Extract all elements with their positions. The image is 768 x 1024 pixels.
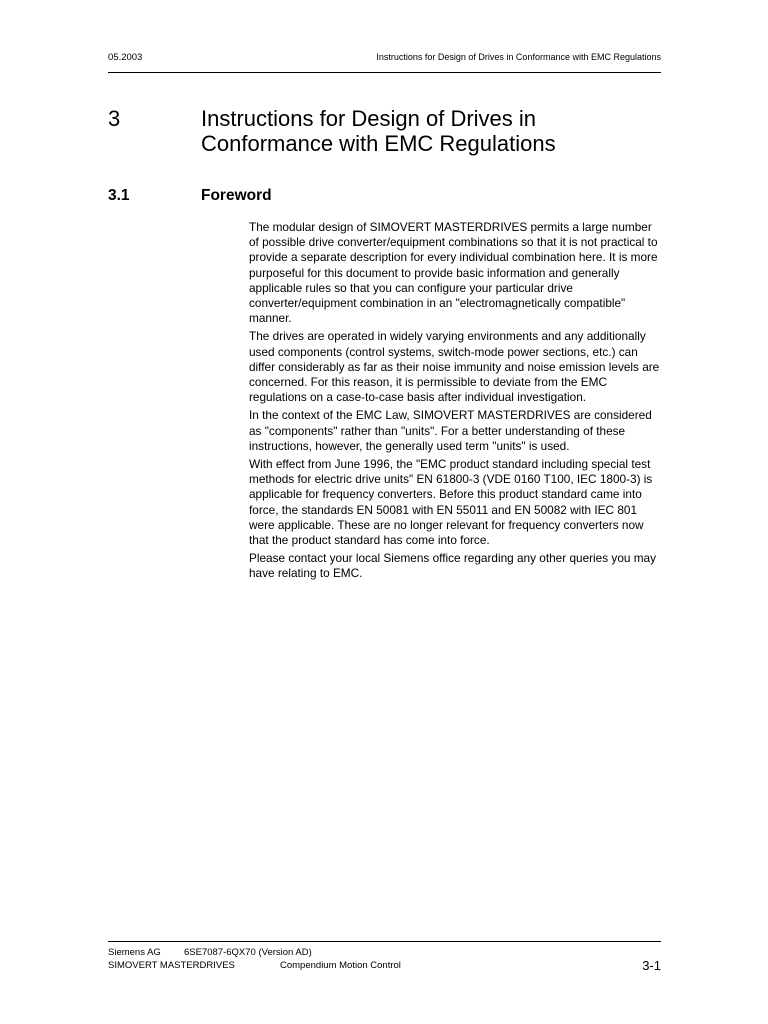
header-running-title: Instructions for Design of Drives in Conformance with EMC Regulations (376, 52, 661, 62)
footer-product: SIMOVERT MASTERDRIVES (108, 960, 235, 971)
header-date: 05.2003 (108, 52, 143, 63)
chapter-title-line-2: Conformance with EMC Regulations (201, 131, 556, 156)
body-text (249, 220, 661, 585)
section-number: 3.1 (108, 187, 130, 204)
page-number: 3-1 (642, 958, 661, 973)
footer-line-1 (108, 947, 312, 958)
paragraph: The drives are operated in widely varying environments and any additionally used components (control systems, switch-mode power sections, etc.) can differ considerably as far as their noise immunity and noise emission levels are concerned. For this reason, it is permissible to deviate from the EMC regulations on a case-to-case basis after individual investigation. (249, 329, 660, 405)
section-title: Foreword (201, 187, 272, 204)
chapter-title (201, 106, 661, 156)
footer-manual: Compendium Motion Control (280, 960, 401, 971)
page-footer (108, 941, 661, 976)
paragraph: With effect from June 1996, the "EMC product standard including special test methods for electric drive units" EN 61800-3 (VDE 0160 T100, IEC 1800-3) is applicable for frequency converters. Before this product standard came into force, the standards EN 50081 with EN 55011 and EN 50082 with IEC 801 were applicable. These are no longer relevant for frequency converters now that the product standard has come into force. (249, 457, 653, 548)
page-header (108, 50, 661, 73)
footer-company: Siemens AG (108, 947, 161, 958)
paragraph: Please contact your local Siemens office regarding any other queries you may have relating to EMC. (249, 551, 656, 581)
footer-line-2 (108, 960, 401, 971)
paragraph: In the context of the EMC Law, SIMOVERT MASTERDRIVES are considered as "components" rather than "units". For a better understanding of these instructions, however, the generally used term "units" is used. (249, 408, 652, 453)
footer-order-number: 6SE7087-6QX70 (Version AD) (184, 947, 312, 958)
paragraph: The modular design of SIMOVERT MASTERDRIVES permits a large number of possible drive converter/equipment combinations so that it is not practical to provide a separate description for every individual combination here. It is more purposeful for this document to provide basic information and generally applicable rules so that you can configure your particular drive converter/equipment combination in an "electromagnetically compatible" manner. (249, 220, 658, 326)
chapter-title-line-1: Instructions for Design of Drives in (201, 106, 537, 131)
chapter-number: 3 (108, 106, 121, 131)
